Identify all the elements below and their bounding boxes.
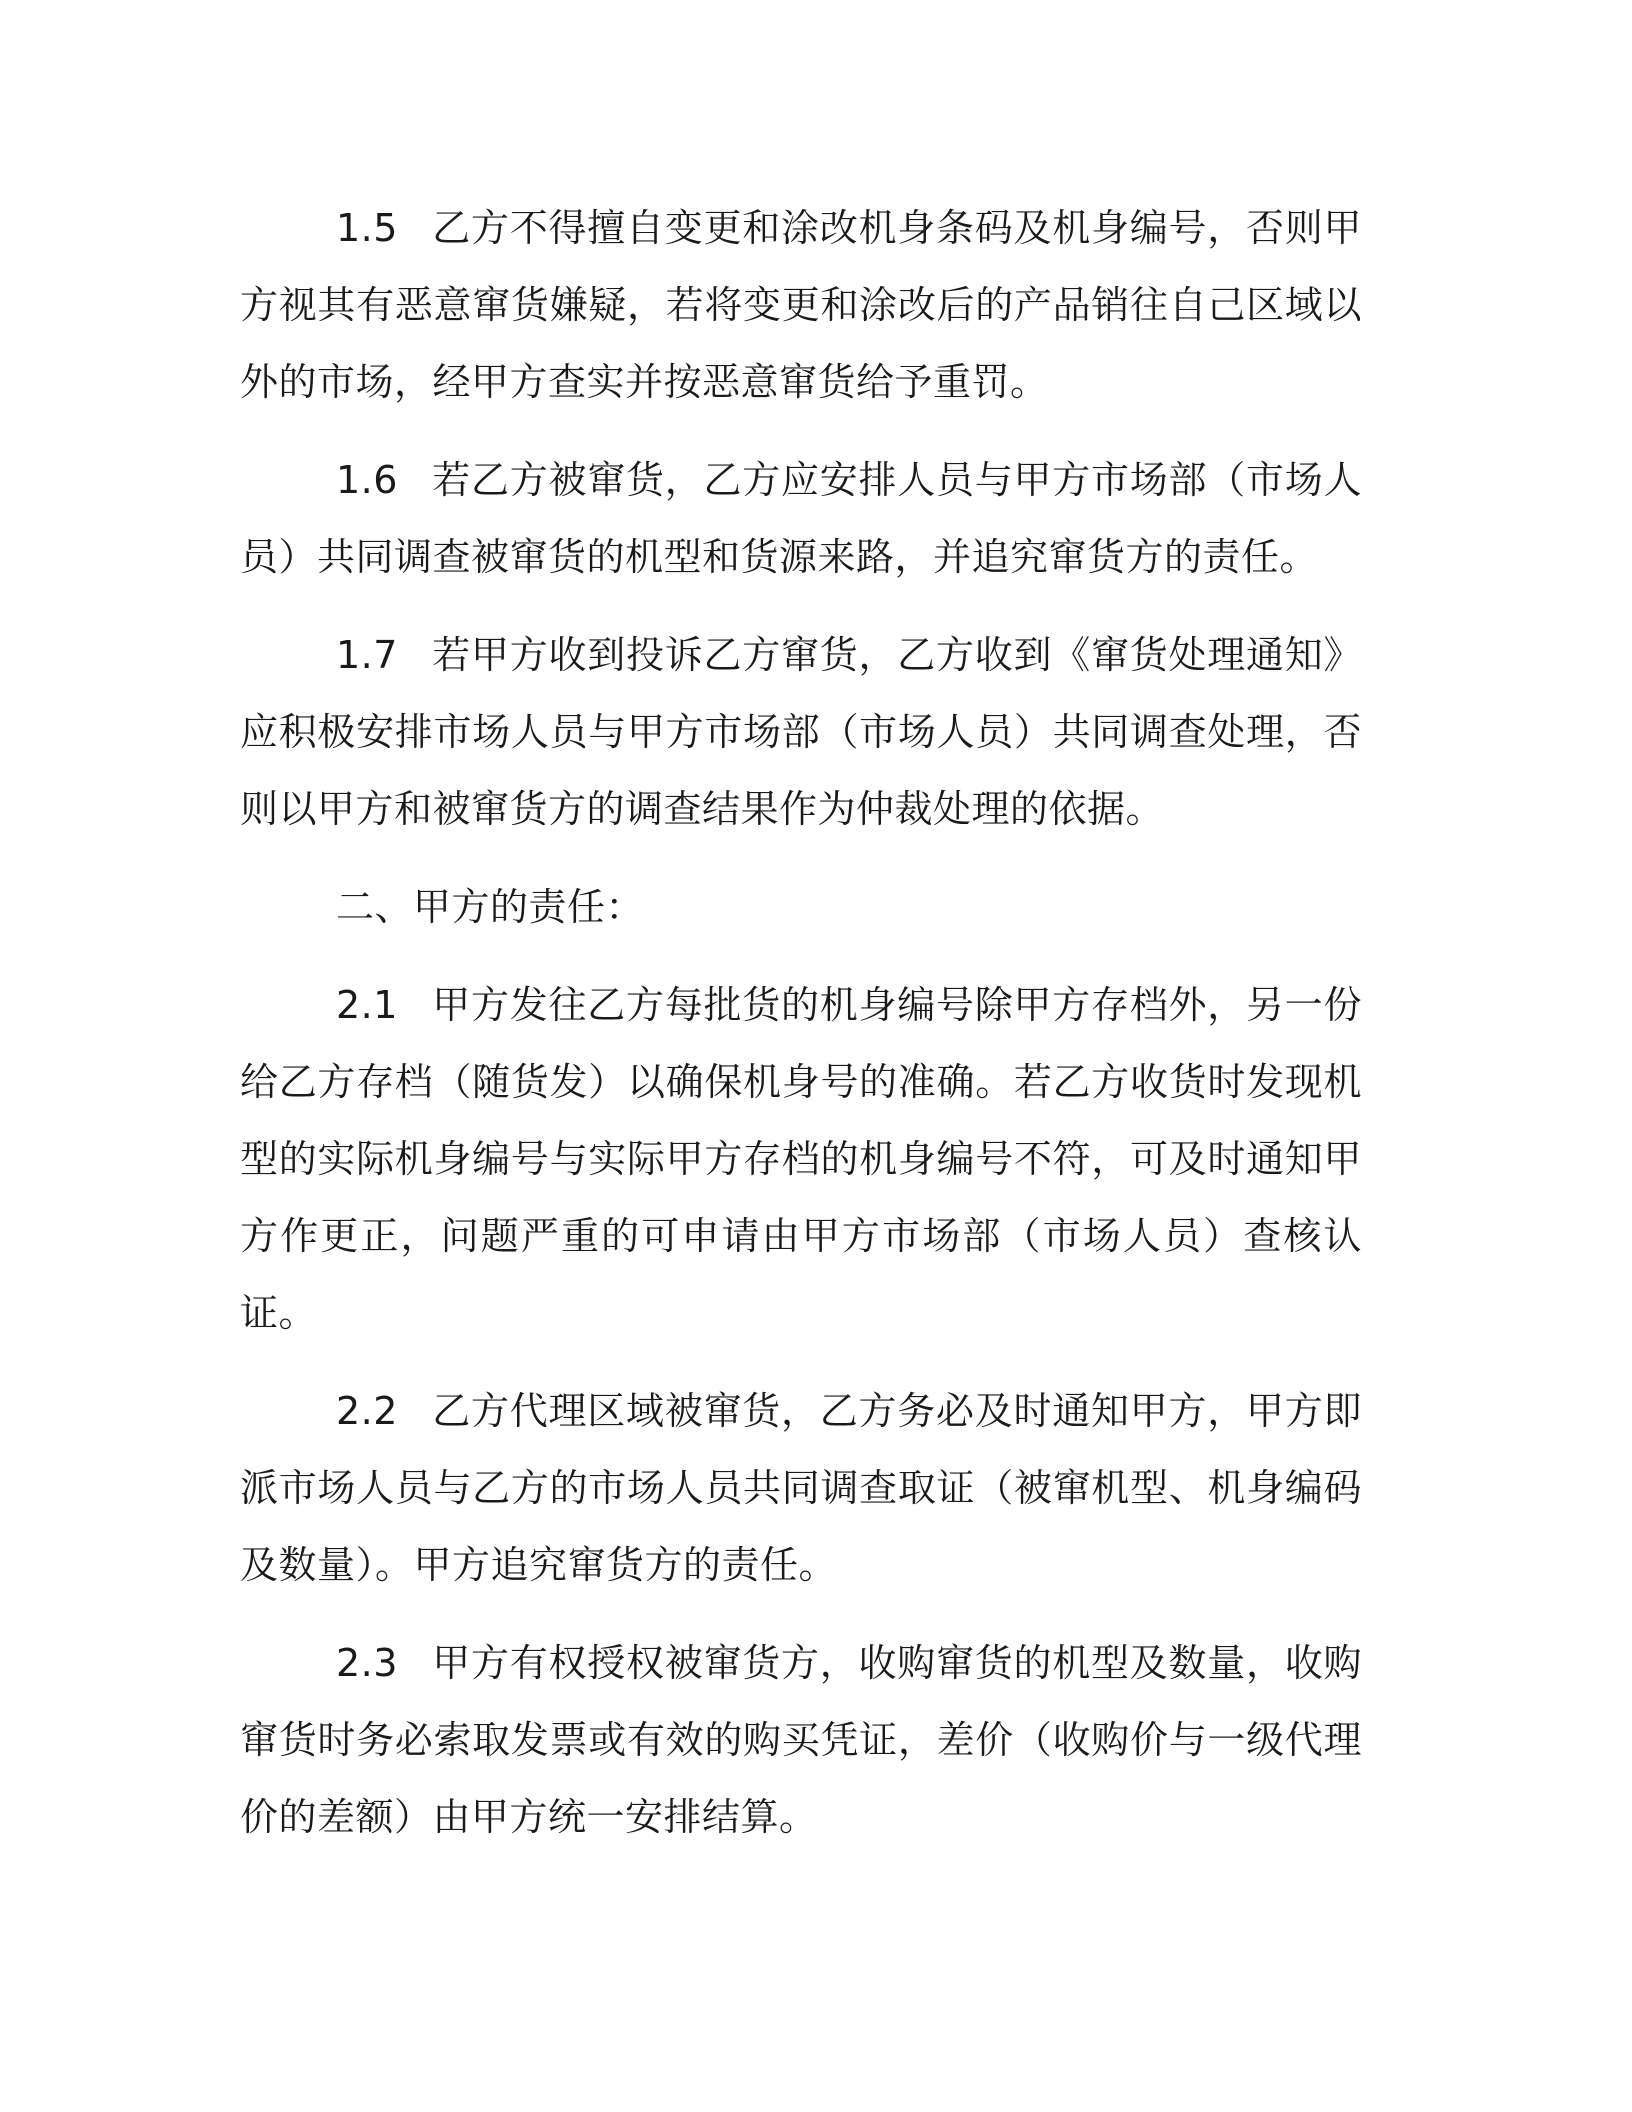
clause-number: 1.6 (336, 458, 398, 502)
clause-text: 若乙方被窜货，乙方应安排人员与甲方市场部（市场人员）共同调查被窜货的机型和货源来路，并追究窜货方的责任。 (240, 458, 1362, 579)
clause-number: 1.7 (336, 633, 398, 677)
clause-number: 1.5 (336, 206, 398, 250)
clause-text: 若甲方收到投诉乙方窜货，乙方收到《窜货处理通知》应积极安排市场人员与甲方市场部（市场人员）共同调查处理，否则以甲方和被窜货方的调查结果作为仲裁处理的依据。 (240, 633, 1362, 831)
section-heading: 二、甲方的责任： (336, 885, 645, 929)
document-page (240, 190, 1362, 1877)
clause-number: 2.3 (336, 1641, 398, 1685)
clause-text: 甲方有权授权被窜货方，收购窜货的机型及数量，收购窜货时务必索取发票或有效的购买凭证，差价（收购价与一级代理价的差额）由甲方统一安排结算。 (240, 1641, 1362, 1839)
clause-number: 2.2 (336, 1389, 398, 1433)
clause-2-1 (240, 967, 1362, 1352)
clause-1-7 (240, 617, 1362, 848)
clause-1-6 (240, 442, 1362, 596)
clause-1-5 (240, 190, 1362, 421)
clause-2-3 (240, 1625, 1362, 1856)
clause-text: 乙方不得擅自变更和涂改机身条码及机身编号，否则甲方视其有恶意窜货嫌疑，若将变更和涂改后的产品销往自己区域以外的市场，经甲方查实并按恶意窜货给予重罚。 (240, 206, 1362, 404)
clause-text: 乙方代理区域被窜货，乙方务必及时通知甲方，甲方即派市场人员与乙方的市场人员共同调查取证（被窜机型、机身编码及数量）。甲方追究窜货方的责任。 (240, 1389, 1362, 1587)
clause-number: 2.1 (336, 983, 398, 1027)
clause-text: 甲方发往乙方每批货的机身编号除甲方存档外，另一份给乙方存档（随货发）以确保机身号的准确。若乙方收货时发现机型的实际机身编号与实际甲方存档的机身编号不符，可及时通知甲方作更正，问题严重的可申请由甲方市场部（市场人员）查核认证。 (240, 983, 1362, 1335)
clause-2-2 (240, 1373, 1362, 1604)
